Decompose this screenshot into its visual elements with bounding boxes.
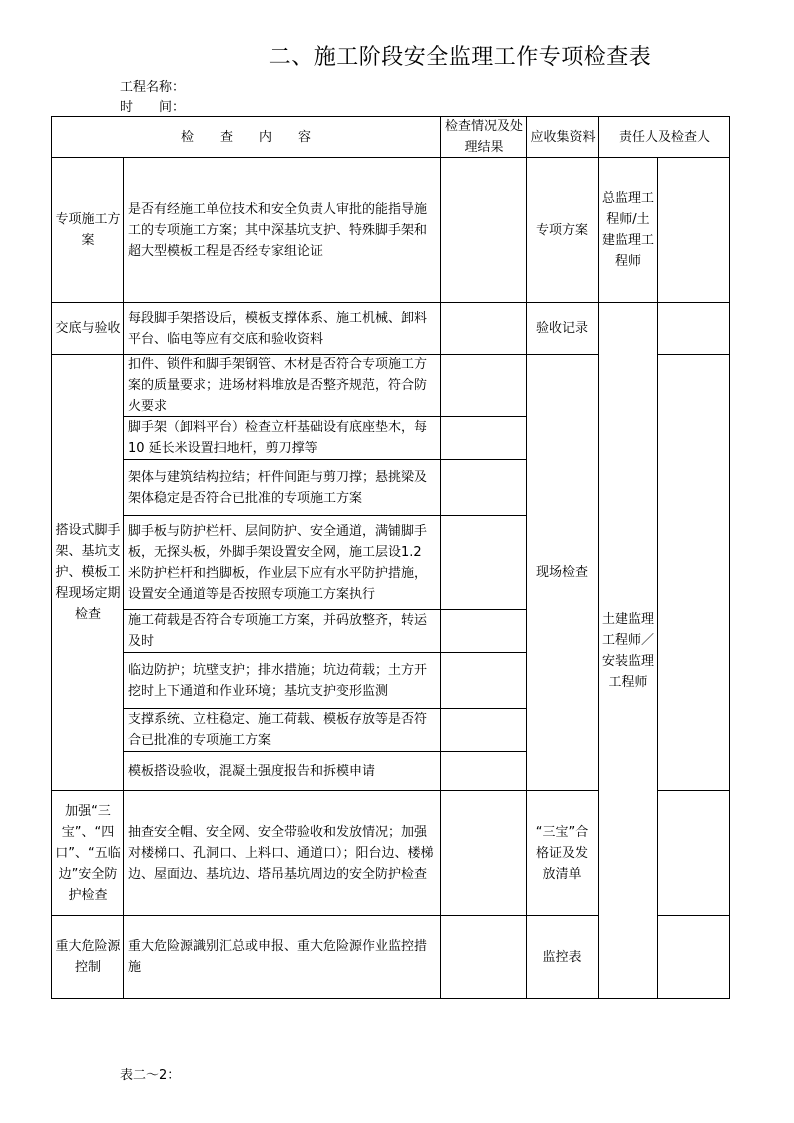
header-responsible: 责任人及检查人 bbox=[618, 129, 710, 145]
check-item-frame-tie: 架体与建筑结构拉结；杆件间距与剪刀撑；悬挑梁及架体稳定是否符合已批准的专项施工方案 bbox=[128, 469, 428, 506]
header-result: 检查情况及处理结果 bbox=[444, 119, 523, 155]
table-footer-label: 表二～2： bbox=[120, 1068, 181, 1083]
check-item-hazard-control: 重大危险源識别汇总或申报、重大危险源作业监控措施 bbox=[128, 939, 428, 975]
materials-special-plan: 专项方案 bbox=[535, 222, 588, 238]
category-briefing-acceptance: 交底与验收 bbox=[55, 321, 121, 336]
responsible-person-engineers: 土建监理工程师／安装监理工程师 bbox=[602, 611, 655, 690]
check-item-support-system: 支撑系统、立柱稳定、施工荷载、模板存放等是否符合已批准的专项施工方案 bbox=[128, 712, 428, 748]
check-item-scaffold-base: 脚手架（卸料平台）检查立杆基础设有底座垫木，每 10 延长米设置扫地杆，剪刀撑等 bbox=[128, 420, 428, 456]
responsible-person-chief: 总监理工程师/土建监理工程师 bbox=[602, 191, 655, 269]
category-special-plan: 专项施工方案 bbox=[55, 212, 121, 248]
check-item-special-plan: 是否有经施工单位技术和安全负责人审批的能指导施工的专项施工方案；其中深基坑支护、特殊脚手架和超大型模板工程是否经专家组论证 bbox=[128, 201, 428, 259]
check-item-materials-quality: 扣件、锁件和脚手架钢管、木材是否符合专项施工方案的质量要求；进场材料堆放是否整齐规范，符合防火要求 bbox=[128, 357, 428, 414]
materials-site-check: 现场检查 bbox=[535, 565, 588, 580]
materials-certificates: “三宝”合格证及发放清单 bbox=[535, 824, 589, 882]
category-three-treasures: 加强“三宝”、“四口”、“五临边”安全防护检查 bbox=[55, 803, 121, 903]
materials-monitoring-table: 监控表 bbox=[542, 949, 582, 965]
header-check-content: 检 查 内 容 bbox=[180, 129, 311, 145]
materials-acceptance-record: 验收记录 bbox=[535, 321, 588, 336]
check-item-protection: 脚手板与防护栏杆、层间防护、安全通道，满铺脚手板，无探头板，外脚手架设置安全网，施工层设1.2 米防护栏杆和挡脚板，作业层下应有水平防护措施，设置安全通道等是否按照专项施工方案执行 bbox=[128, 523, 428, 602]
category-major-hazard: 重大危险源控制 bbox=[55, 939, 121, 975]
check-item-formwork: 模板搭设验收，混凝土强度报告和拆模申请 bbox=[128, 763, 376, 779]
time-label: 时 间： bbox=[120, 100, 186, 115]
check-item-load: 施工荷载是否符合专项施工方案，并码放整齐，转运及时 bbox=[128, 613, 428, 649]
category-site-inspection: 搭设式脚手架、基坑支护、模板工程现场定期检查 bbox=[55, 523, 121, 622]
header-materials: 应收集资料 bbox=[530, 129, 596, 145]
project-name-label: 工程名称： bbox=[120, 80, 186, 95]
check-item-excavation: 临边防护；坑壁支护；排水措施；坑边荷载；土方开挖时上下通道和作业环境；基坑支护变形监测 bbox=[128, 662, 428, 699]
check-item-briefing: 每段脚手架搭设后，模板支撑体系、施工机械、卸料平台、临电等应有交底和验收资料 bbox=[128, 310, 428, 347]
page-title: 二、施工阶段安全监理工作专项检查表 bbox=[268, 45, 652, 70]
check-item-safety-equipment: 抽查安全帽、安全网、安全带验收和发放情况；加强对楼梯口、孔洞口、上料口、通道口）；阳台边、楼梯边、屋面边、基坑边、塔吊基坑周边的安全防护检查 bbox=[128, 824, 434, 882]
